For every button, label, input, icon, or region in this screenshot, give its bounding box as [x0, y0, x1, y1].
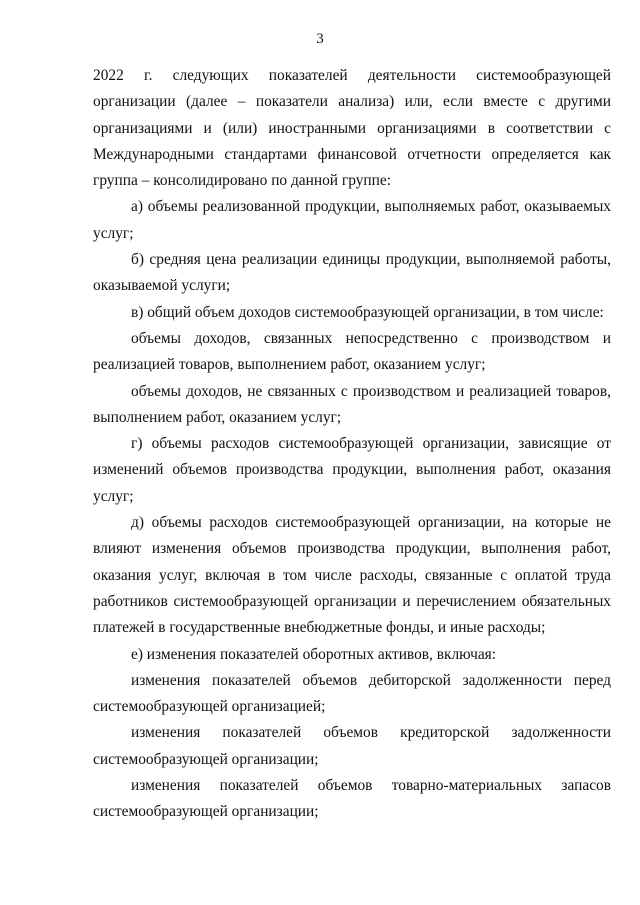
paragraph-intro: 2022 г. следующих показателей деятельности системообразующей организации (далее – показатели анализа) или, если вместе с другими организациями и (или) иностранными организациями в соответствии с Международными стандартами финансовой отчетности определяется как группа – консолидировано по данной группе: — [93, 67, 611, 190]
paragraph-item-v-1: объемы доходов, связанных непосредственно с производством и реализацией товаров, выполнением работ, оказанием услуг; — [93, 329, 611, 374]
paragraph-item-e-3: изменения показателей объемов товарно-материальных запасов системообразующей организации; — [93, 777, 611, 821]
paragraph-item-b: б) средняя цена реализации единицы продукции, выполняемой работы, оказываемой услуги; — [93, 251, 611, 295]
paragraph-item-e-2: изменения показателей объемов кредиторской задолженности системообразующей организации; — [93, 724, 611, 768]
page-number: 3 — [316, 31, 324, 47]
paragraph-item-e: е) изменения показателей оборотных активов, включая: — [131, 645, 497, 663]
paragraph-item-v: в) общий объем доходов системообразующей организации, в том числе: — [131, 303, 604, 321]
document-body — [93, 63, 611, 826]
paragraph-item-e-1: изменения показателей объемов дебиторской задолженности перед системообразующей организацией; — [93, 671, 611, 716]
paragraph-item-g: г) объемы расходов системообразующей организации, зависящие от изменений объемов производства продукции, выполнения работ, оказания услуг; — [93, 435, 611, 505]
paragraph-item-v-2: объемы доходов, не связанных с производством и реализацией товаров, выполнением работ, оказанием услуг; — [93, 382, 611, 426]
paragraph-item-a: а) объемы реализованной продукции, выполняемых работ, оказываемых услуг; — [93, 198, 611, 242]
paragraph-item-d: д) объемы расходов системообразующей организации, на которые не влияют изменения объемов производства продукции, выполнения работ, оказания услуг, включая в том числе расходы, связанные с оплатой труда работников системообразующей организации и перечислением обязательных платежей в государственные внебюджетные фонды, и иные расходы; — [93, 514, 611, 637]
